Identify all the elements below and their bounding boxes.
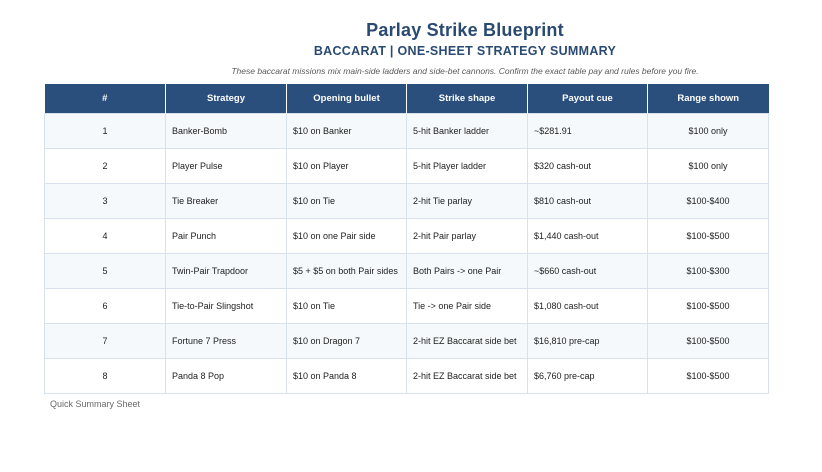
strategy-name: Panda 8 Pop (166, 359, 287, 394)
table-row (45, 289, 769, 324)
row-number: 5 (45, 254, 166, 289)
strike-shape: 2-hit EZ Baccarat side bet (407, 324, 528, 359)
strategy-name: Player Pulse (166, 149, 287, 184)
payout-cue: $6,760 pre-cap (528, 359, 648, 394)
opening-bullet: $10 on Panda 8 (287, 359, 407, 394)
table-row (45, 114, 769, 149)
row-number: 7 (45, 324, 166, 359)
table-row (45, 184, 769, 219)
page-title: Parlay Strike Blueprint (366, 20, 564, 40)
strategy-name: Twin-Pair Trapdoor (166, 254, 287, 289)
column-header-range-shown: Range shown (648, 84, 769, 114)
table-row (45, 149, 769, 184)
range-shown: $100-$300 (648, 254, 769, 289)
table-header-row (45, 84, 769, 114)
strike-shape: Tie -> one Pair side (407, 289, 528, 324)
strike-shape: 2-hit Pair parlay (407, 219, 528, 254)
payout-cue: $16,810 pre-cap (528, 324, 648, 359)
strike-shape: 2-hit Tie parlay (407, 184, 528, 219)
opening-bullet: $5 + $5 on both Pair sides (287, 254, 407, 289)
strategy-name: Tie Breaker (166, 184, 287, 219)
strike-shape: Both Pairs -> one Pair (407, 254, 528, 289)
column-header-number: # (45, 84, 166, 114)
table-row (45, 324, 769, 359)
column-header-strike-shape: Strike shape (407, 84, 528, 114)
row-number: 4 (45, 219, 166, 254)
range-shown: $100-$500 (648, 219, 769, 254)
table-row (45, 254, 769, 289)
row-number: 1 (45, 114, 166, 149)
payout-cue: $1,080 cash-out (528, 289, 648, 324)
payout-cue: ~$660 cash-out (528, 254, 648, 289)
column-header-opening-bullet: Opening bullet (287, 84, 407, 114)
range-shown: $100 only (648, 114, 769, 149)
column-header-strategy: Strategy (166, 84, 287, 114)
table-row (45, 219, 769, 254)
footer-label: Quick Summary Sheet (50, 399, 141, 409)
opening-bullet: $10 on Tie (287, 289, 407, 324)
opening-bullet: $10 on Player (287, 149, 407, 184)
row-number: 8 (45, 359, 166, 394)
range-shown: $100-$500 (648, 359, 769, 394)
strike-shape: 2-hit EZ Baccarat side bet (407, 359, 528, 394)
opening-bullet: $10 on Tie (287, 184, 407, 219)
opening-bullet: $10 on Dragon 7 (287, 324, 407, 359)
range-shown: $100-$400 (648, 184, 769, 219)
range-shown: $100-$500 (648, 324, 769, 359)
disclaimer-note: These baccarat missions mix main-side ladders and side-bet cannons. Confirm the exact table pay and rules before you fire. (231, 66, 699, 76)
row-number: 6 (45, 289, 166, 324)
strategy-table (44, 84, 769, 394)
page-subtitle: BACCARAT | ONE-SHEET STRATEGY SUMMARY (313, 44, 617, 58)
opening-bullet: $10 on Banker (287, 114, 407, 149)
row-number: 2 (45, 149, 166, 184)
strategy-name: Fortune 7 Press (166, 324, 287, 359)
strike-shape: 5-hit Player ladder (407, 149, 528, 184)
strategy-name: Pair Punch (166, 219, 287, 254)
range-shown: $100-$500 (648, 289, 769, 324)
strategy-name: Banker-Bomb (166, 114, 287, 149)
strike-shape: 5-hit Banker ladder (407, 114, 528, 149)
table-row (45, 359, 769, 394)
payout-cue: ~$281.91 (528, 114, 648, 149)
row-number: 3 (45, 184, 166, 219)
payout-cue: $320 cash-out (528, 149, 648, 184)
range-shown: $100 only (648, 149, 769, 184)
strategy-name: Tie-to-Pair Slingshot (166, 289, 287, 324)
opening-bullet: $10 on one Pair side (287, 219, 407, 254)
column-header-payout-cue: Payout cue (528, 84, 648, 114)
payout-cue: $810 cash-out (528, 184, 648, 219)
payout-cue: $1,440 cash-out (528, 219, 648, 254)
